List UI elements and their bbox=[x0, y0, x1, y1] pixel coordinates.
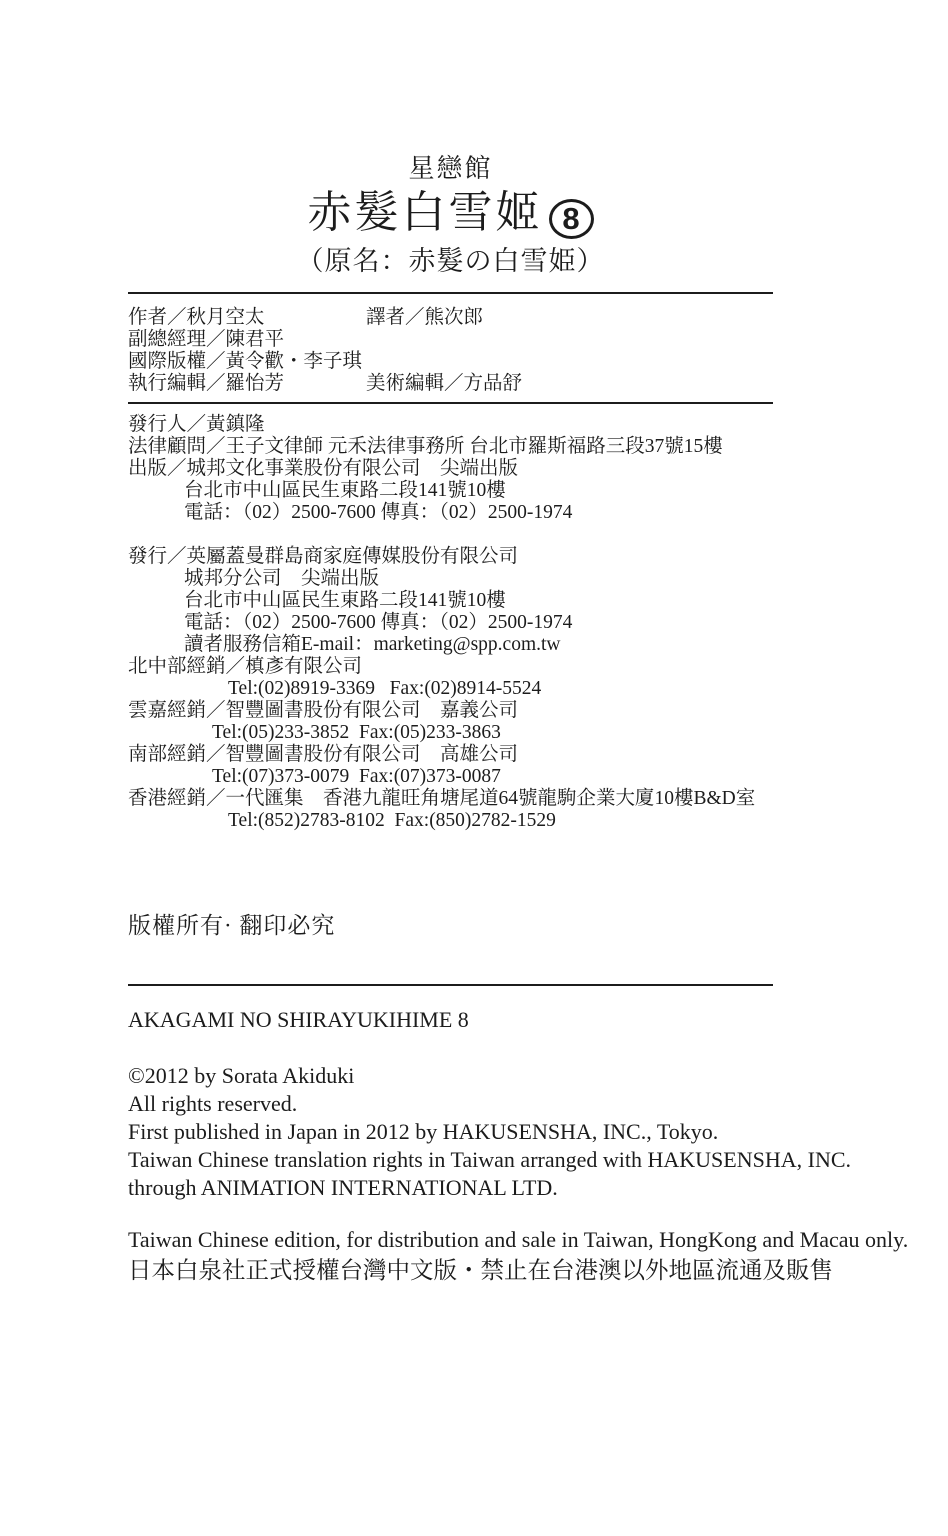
imprint-label: 星戀館 bbox=[408, 153, 493, 183]
publishing-block bbox=[128, 414, 920, 832]
legal-advisor-line: 法律顧問／王子文律師 元禾法律事務所 台北市羅斯福路三段37號15樓 bbox=[128, 436, 723, 457]
publisher-phone-line: 電話：（02）2500-7600 傳真：（02）2500-1974 bbox=[184, 502, 573, 523]
north-central-distributor-tel-line: Tel:(02)8919-3369 Fax:(02)8914-5524 bbox=[228, 678, 542, 699]
divider-credits bbox=[128, 402, 773, 404]
edition-note-chinese: 日本白泉社正式授權台灣中文版・禁止在台港澳以外地區流通及販售 bbox=[128, 1258, 833, 1284]
north-central-distributor-line: 北中部經銷／槙彥有限公司 bbox=[128, 656, 363, 677]
divider-top bbox=[128, 292, 773, 294]
southern-distributor-tel-line: Tel:(07)373-0079 Fax:(07)373-0087 bbox=[212, 766, 501, 787]
hongkong-distributor-tel-line: Tel:(852)2783-8102 Fax:(850)2782-1529 bbox=[228, 810, 556, 831]
deputy-gm-credit: 副總經理／陳君平 bbox=[128, 329, 285, 350]
edition-note-block bbox=[128, 1226, 920, 1288]
issuing-branch-line: 城邦分公司 尖端出版 bbox=[184, 568, 380, 589]
executive-editor-credit: 執行編輯／羅怡芳 bbox=[128, 373, 285, 394]
international-rights-credit: 國際版權／黃令歡・李子琪 bbox=[128, 351, 363, 372]
southern-distributor-line: 南部經銷／智豐圖書股份有限公司 高雄公司 bbox=[128, 744, 519, 765]
credits-row bbox=[128, 307, 920, 329]
colophon-content bbox=[128, 0, 920, 1288]
yunjia-distributor-tel-line: Tel:(05)233-3852 Fax:(05)233-3863 bbox=[212, 722, 501, 743]
edition-note-english: Taiwan Chinese edition, for distribution and sale in Taiwan, HongKong and Macau only. bbox=[128, 1227, 909, 1252]
credits-row-empty bbox=[366, 351, 920, 373]
english-copyright-block bbox=[128, 1062, 920, 1202]
credits-row bbox=[128, 329, 920, 351]
translation-rights-line: Taiwan Chinese translation rights in Taiwan arranged with HAKUSENSHA, INC. bbox=[128, 1147, 852, 1172]
yunjia-distributor-line: 雲嘉經銷／智豐圖書股份有限公司 嘉義公司 bbox=[128, 700, 519, 721]
divider-bottom bbox=[128, 984, 773, 986]
credits-row bbox=[128, 351, 920, 373]
issuing-address-line: 台北市中山區民生東路二段141號10樓 bbox=[184, 590, 506, 611]
issuing-company-line: 發行／英屬蓋曼群島商家庭傳媒股份有限公司 bbox=[128, 546, 519, 567]
through-agent-line: through ANIMATION INTERNATIONAL LTD. bbox=[128, 1175, 558, 1200]
hongkong-distributor-line: 香港經銷／一代匯集 香港九龍旺角塘尾道64號龍駒企業大廈10樓B&D室 bbox=[128, 788, 756, 809]
book-title bbox=[128, 186, 773, 240]
rights-reserved-line: All rights reserved. bbox=[128, 1091, 298, 1116]
all-rights-reserved-notice: 版權所有· 翻印必究 bbox=[128, 913, 336, 938]
publisher-address-line: 台北市中山區民生東路二段141號10樓 bbox=[184, 480, 506, 501]
credits-row-empty bbox=[366, 329, 920, 351]
first-published-line: First published in Japan in 2012 by HAKUSENSHA, INC., Tokyo. bbox=[128, 1119, 719, 1144]
volume-number: 8 bbox=[562, 201, 580, 236]
credits-block bbox=[128, 307, 920, 395]
issuing-phone-line: 電話：（02）2500-7600 傳真：（02）2500-1974 bbox=[184, 612, 573, 633]
title-block bbox=[128, 0, 773, 278]
author-credit: 作者／秋月空太 bbox=[128, 307, 265, 328]
publisher-line: 出版／城邦文化事業股份有限公司 尖端出版 bbox=[128, 458, 519, 479]
original-title: （原名：赤髮の白雪姫） bbox=[296, 246, 605, 276]
art-editor-credit: 美術編輯／方品舒 bbox=[366, 373, 523, 394]
volume-number-badge bbox=[549, 199, 594, 239]
copyright-year-line: ©2012 by Sorata Akiduki bbox=[128, 1063, 355, 1088]
romanized-series-title: AKAGAMI NO SHIRAYUKIHIME 8 bbox=[128, 1007, 469, 1032]
credits-row bbox=[128, 373, 920, 395]
reader-service-email-line: 讀者服務信箱E-mail：marketing@spp.com.tw bbox=[184, 634, 561, 655]
publisher-representative-line: 發行人／黃鎮隆 bbox=[128, 414, 265, 435]
book-title-text: 赤髮白雪姬 bbox=[307, 188, 543, 237]
translator-credit: 譯者／熊次郎 bbox=[366, 307, 484, 328]
